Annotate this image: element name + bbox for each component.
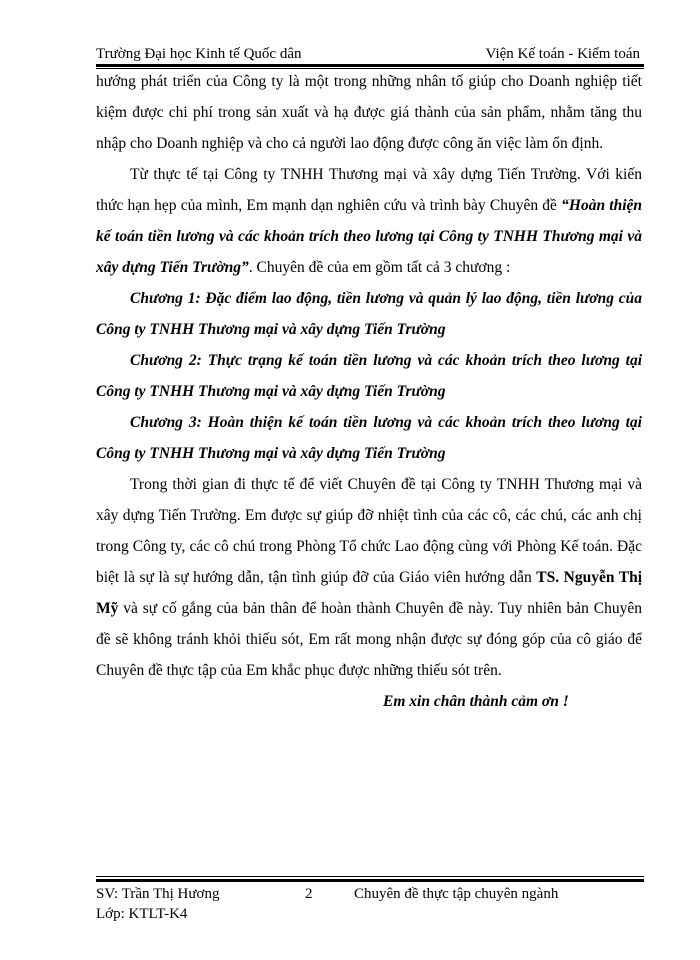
institute-name: Viện Kế toán - Kiểm toán: [485, 46, 640, 62]
document-body: [96, 66, 642, 717]
document-type: Chuyên đề thực tập chuyên ngành: [354, 886, 559, 902]
chapter-3: Chương 3: Hoàn thiện kế toán tiền lương và các khoản trích theo lương tại Công ty TNHH Thương mại và xây dựng Tiến Trường: [96, 414, 642, 462]
page-header: [96, 44, 644, 64]
ack-lead: Trong thời gian đi thực tế để viết Chuyên đề tại Công ty TNHH Thương mại và xây dựng Tiến Trường. Em được sự giúp đỡ nhiệt tình của các cô, các chú, các anh chị trong Công ty, các cô chú trong Phòng Tổ chức Lao động cùng với Phòng Kế toán. Đặc biệt là sự là sự hướng dẫn, tận tình giúp đỡ của Giáo viên hướng dẫn: [96, 476, 642, 586]
paragraph-acknowledgement: [96, 469, 642, 686]
topic-tail: . Chuyên đề của em gồm tất cả 3 chương :: [248, 259, 511, 276]
chapter-1: Chương 1: Đặc điểm lao động, tiền lương và quản lý lao động, tiền lương của Công ty TNHH Thương mại và xây dựng Tiến Trường: [96, 290, 642, 338]
paragraph-intro: hướng phát triển của Công ty là một trong những nhân tố giúp cho Doanh nghiệp tiết kiệm được chi phí trong sản xuất và hạ được giá thành của sản phẩm, nhằm tăng thu nhập cho Doanh nghiệp và cho cả người lao động được công ăn việc làm ổn định.: [96, 73, 642, 152]
ack-tail: và sự cố gắng của bản thân để hoàn thành Chuyên đề này. Tuy nhiên bản Chuyên đề sẽ không tránh khỏi thiếu sót, Em rất mong nhận được sự đóng góp của cô giáo để Chuyên đề thực tập của Em khắc phục được những thiếu sót trên.: [96, 600, 642, 679]
topic-title: “Hoàn thiện kế toán tiền lương và các khoản trích theo lương tại Công ty TNHH Thương mại và xây dựng Tiến Trường”: [96, 197, 643, 276]
page-number: 2: [305, 886, 313, 902]
footer-rule-thick: [96, 879, 644, 882]
class-code: Lớp: KTLT-K4: [96, 906, 188, 922]
paragraph-topic: [96, 159, 642, 283]
thanks-line: Em xin chân thành cảm ơn !: [383, 693, 569, 710]
topic-lead: Từ thực tế tại Công ty TNHH Thương mại và xây dựng Tiến Trường. Với kiến thức hạn hẹp của mình, Em mạnh dạn nghiên cứu và trình bày Chuyên đề: [96, 166, 642, 214]
chapter-2: Chương 2: Thực trạng kế toán tiền lương và các khoản trích theo lương tại Công ty TNHH Thương mại và xây dựng Tiến Trường: [96, 352, 642, 400]
student-name: SV: Trần Thị Hương: [96, 886, 220, 902]
footer-rule-thin: [96, 876, 644, 877]
university-name: Trường Đại học Kinh tế Quốc dân: [96, 46, 302, 62]
supervisor-name: TS. Nguyễn Thị Mỹ: [96, 569, 643, 617]
